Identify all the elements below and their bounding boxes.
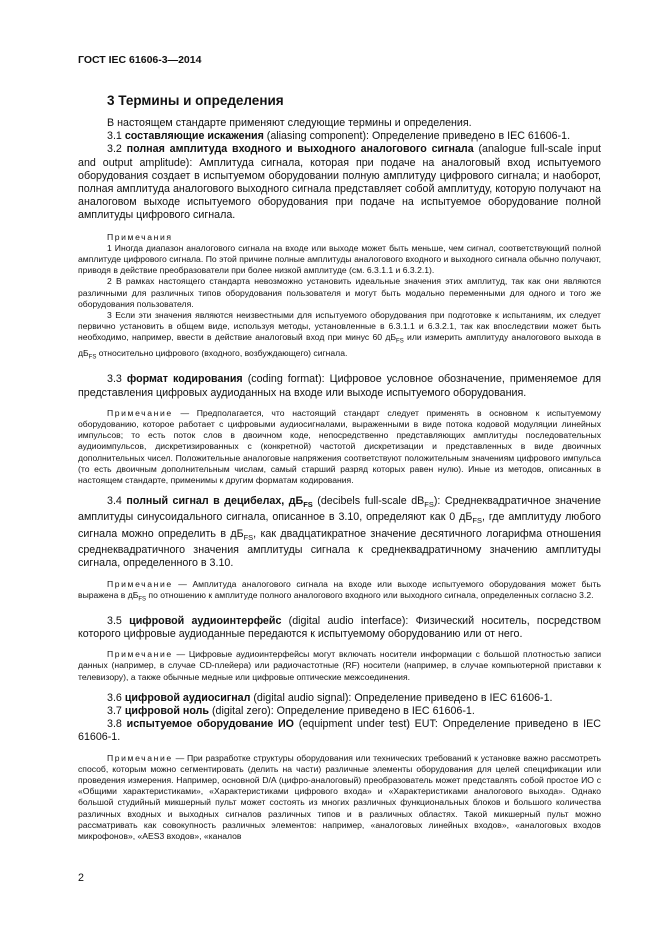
note-3-5: Примечание — Цифровые аудиоинтерфейсы могут включать носители информации с большой плотностью записи данных (например, в случае CD-плейера) или радиочастотные (RF) носители (например, в случае компьютерной приставки к телевизору), а также обычные медные или цифровые оптические межсоединения.	[78, 649, 601, 682]
intro-paragraph: В настоящем стандарте применяют следующие термины и определения.	[107, 117, 472, 129]
term-3-7: 3.7 цифровой ноль (digital zero): Определение приведено в IEC 61606-1.	[107, 704, 475, 717]
note-3-4: Примечание — Амплитуда аналогового сигнала на входе или выходе испытуемого оборудования может быть выражена в $дБ_{FS}$ по отношению к амплитуде полного аналогового входного или выходного сигнала, определенных согласно 3.2.	[78, 578, 601, 603]
term-3-1: 3.1 составляющие искажения (aliasing component): Определение приведено в IEC 61606-1.	[107, 130, 571, 143]
document-header: ГОСТ IEC 61606-3—2014	[78, 54, 202, 66]
section-title: 3 Термины и определения	[107, 93, 284, 108]
main-text	[78, 117, 601, 842]
notes-3-2	[78, 232, 601, 365]
note-3: 3 Если эти значения являются неизвестными для испытуемого оборудования при подготовке к испытаниям, их следует первично установить в общем виде, используя методы, установленные в 6.3.1.1 и 6.3.2.1, так как впоследствии может быть необходимо, например, ввести в действие аналоговый вход при минус 60 $дБ_{FS}$ или измерить амплитуду аналогового выхода в $дБ_{FS}$ относительно цифрового (входного, возбуждающего) сигнала.	[78, 310, 601, 362]
notes-label: Примечания	[107, 231, 173, 242]
term-3-8: 3.8 испытуемое оборудование ИО (equipment under test) EUT: Определение приведено в IEC 61606-1.	[78, 718, 601, 744]
page-number: 2	[78, 872, 84, 884]
note-3-8: Примечание — При разработке структуры оборудования или технических требований к установке важно рассмотреть способ, которым можно сегментировать (делить на части) различные элементы оборудования для целей спецификации или проведения измерения. Например, основной D/A (цифро-аналоговый) преобразователь может представлять собой простое ИО с «Общими характеристиками», «Характеристиками цифрового входа» и «Характеристиками аналогового выхода». Однако большой студийный микшерный пульт может состоять из многих различных функциональных блоков и большого количества различных входных и выходных сигналов различных типов и в различных областях. Такой микшерный пульт можно рассматривать как совокупность различных элементов: например, «аналоговых линейных входов», «аналоговых входов микрофонов», «AES3 входов», «каналов	[78, 752, 601, 841]
term-3-2: 3.2 полная амплитуда входного и выходного аналогового сигнала (analogue full-scale input and output amplitude): Амплитуда сигнала, которая при подаче на аналоговый вход испытуемого оборудования создает в испытуемом оборудовании полную амплитуду цифрового сигнала; и наоборот, полная амплитуда аналогового выходного сигнала представляет собой амплитуду, которую получают на аналоговом выходе испытуемого оборудования при подаче на испытуемое оборудование полной амплитуды цифрового сигнала.	[78, 143, 601, 222]
note-1: 1 Иногда диапазон аналогового сигнала на входе или выходе может быть меньше, чем сигнал, соответствующий полной амплитуде цифрового сигнала. По этой причине полные амплитуды аналогового входного и выходного сигнала обычно получают, приводя в действие преобразователи при более низкой амплитуде (см. 6.3.1.1 и 6.3.2.1).	[78, 242, 601, 276]
note-2: 2 В рамках настоящего стандарта невозможно установить идеальные значения этих амплитуд, так как они являются различными для различных типов оборудования пользователя и могут быть модально переменными для одного и того же оборудования пользователя.	[78, 276, 601, 309]
term-3-4: 3.4 полный сигнал в децибелах, $дБ_{FS}$ (decibels full-scale $dB_{FS}$): Среднеквадратичное значение амплитуды синусоидального сигнала, описанное в 3.10, определяют как 0 $дБ_{FS}$, где амплитуду любого сигнала можно определить в $дБ_{FS}$, как двадцатикратное значение десятичного логарифма отношения среднеквадратичного значения амплитуды сигнала к среднеквадратичному значению амплитуды сигнала, определенного в 3.10.	[78, 495, 601, 570]
term-3-6: 3.6 цифровой аудиосигнал (digital audio signal): Определение приведено в IEC 61606-1.	[107, 691, 553, 704]
note-3-3: Примечание — Предполагается, что настоящий стандарт следует применять в основном к испытуемому оборудованию, которое работает с цифровыми аудиосигналами, выраженными в виде потока кодовой модуляции линейных импульсов; то есть поток слов в двоичном коде, непосредственно представляющих амплитуды последовательных аудиоимпульсов, дискретизированных с (конкретной) частотой дискретизации и представленных в виде двоичных дополнительных чисел. Положительные аналоговые напряжения соответствуют положительным значениям цифрового импульса (то есть двоичным дополнительным числам, самый старший разряд которых равен нулю). Иные из методов, описанных в настоящем стандарте, применимы к другим форматам кодирования.	[78, 407, 601, 485]
term-3-3: 3.3 формат кодирования (coding format): Цифровое условное обозначение, применяемое для представления цифровых аудиоданных на входе или выходе испытуемого оборудования.	[78, 373, 601, 399]
term-3-5: 3.5 цифровой аудиоинтерфейс (digital audio interface): Физический носитель, посредством которого цифровые аудиоданные передаются к испытуемому оборудованию или от него.	[78, 614, 601, 640]
